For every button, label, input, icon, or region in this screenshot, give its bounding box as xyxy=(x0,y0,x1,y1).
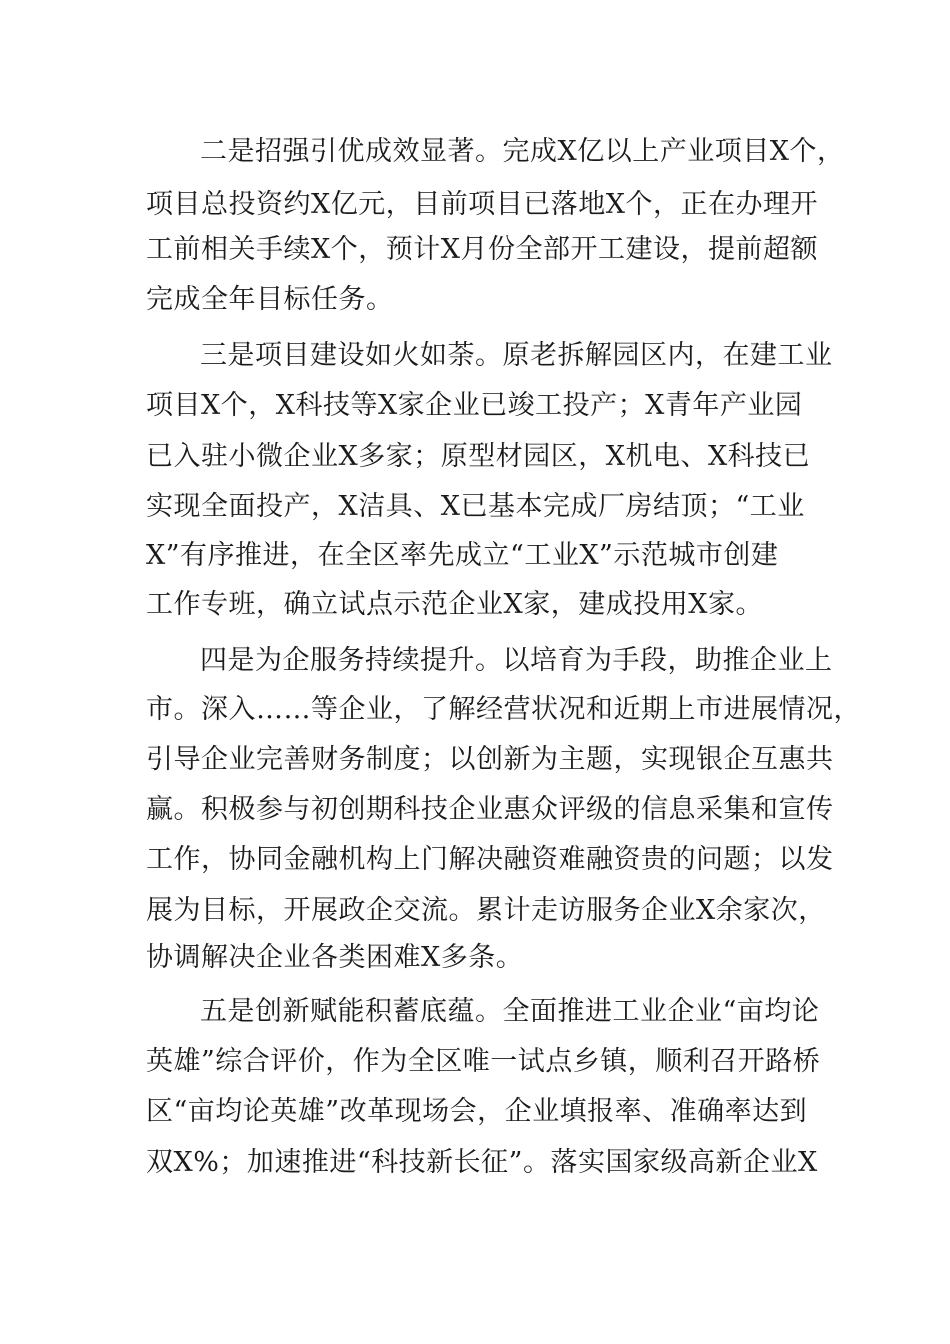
paragraph-2-line-4: 实现全面投产，X洁具、X已基本完成厂房结顶；“工业 xyxy=(146,491,805,522)
paragraph-4-line-1: 五是创新赋能积蓄底蕴。全面推进工业企业“亩均论 xyxy=(200,996,820,1027)
paragraph-4-line-2: 英雄”综合评价，作为全区唯一试点乡镇，顺利召开路桥 xyxy=(146,1046,821,1077)
paragraph-2-line-5: X”有序推进，在全区率先成立“工业X”示范城市创建 xyxy=(146,540,779,571)
paragraph-3-line-2: 市。深入……等企业，了解经营状况和近期上市进展情况， xyxy=(146,694,861,725)
paragraph-2-line-2: 项目X个，X科技等X家企业已竣工投产；X青年产业园 xyxy=(146,390,803,421)
paragraph-2-line-3: 已入驻小微企业X多家；原型材园区，X机电、X科技已 xyxy=(146,441,811,472)
paragraph-2-line-6: 工作专班，确立试点示范企业X家，建成投用X家。 xyxy=(146,589,763,620)
paragraph-2-line-1: 三是项目建设如火如荼。原老拆解园区内，在建工业 xyxy=(200,340,833,371)
paragraph-3-line-4: 赢。积极参与初创期科技企业惠众评级的信息采集和宣传 xyxy=(146,794,834,825)
paragraph-4-line-4: 双X%；加速推进“科技新长征”。落实国家级高新企业X xyxy=(146,1147,818,1178)
paragraph-1-line-4: 完成全年目标任务。 xyxy=(146,284,394,315)
paragraph-3-line-6: 展为目标，开展政企交流。累计走访服务企业X余家次， xyxy=(146,895,826,926)
paragraph-1-line-1: 二是招强引优成效显著。完成X亿以上产业项目X个， xyxy=(200,136,845,167)
paragraph-4-line-3: 区“亩均论英雄”改革现场会，企业填报率、准确率达到 xyxy=(146,1096,808,1127)
paragraph-3-line-7: 协调解决企业各类困难X多条。 xyxy=(146,942,524,973)
paragraph-3-line-5: 工作，协同金融机构上门解决融资难融资贵的问题；以发 xyxy=(146,844,834,875)
paragraph-3-line-3: 引导企业完善财务制度；以创新为主题，实现银企互惠共 xyxy=(146,744,834,775)
paragraph-1-line-2: 项目总投资约X亿元，目前项目已落地X个，正在办理开 xyxy=(146,189,818,220)
paragraph-1-line-3: 工前相关手续X个，预计X月份全部开工建设，提前超额 xyxy=(146,234,818,265)
paragraph-3-line-1: 四是为企服务持续提升。以培育为手段，助推企业上 xyxy=(200,645,833,676)
